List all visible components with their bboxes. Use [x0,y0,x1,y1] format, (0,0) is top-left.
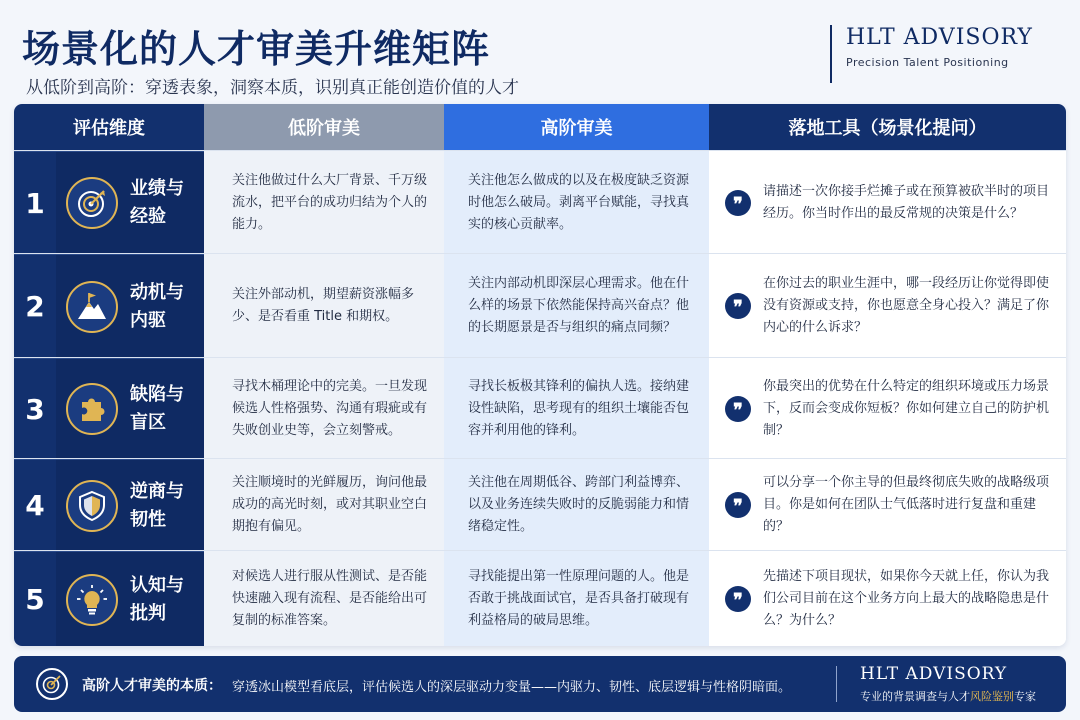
row-dimension [56,151,204,254]
low-aesthetic-cell: 关注顺境时的光鲜履历，询问他最成功的高光时刻，或对其职业空白期抱有偏见。 [204,459,444,551]
dimension-label: 动机与 内驱 [130,281,184,331]
high-aesthetic-cell: 关注内部动机即深层心理需求。他在什么样的场景下依然能保持高兴奋点？他的长期愿景是否与组织的痛点同频？ [444,254,709,358]
target-icon [36,668,68,700]
dimension-label: 逆商与 韧性 [130,480,184,530]
table-row [14,550,1066,646]
brand-block [830,25,1060,83]
row-dimension [56,551,204,646]
tool-cell [709,151,1066,254]
footer-divider [836,666,837,702]
table-row [14,458,1066,551]
tool-cell [709,358,1066,459]
tool-question: 请描述一次你接手烂摊子或在预算被砍半时的项目经历。你当时作出的最反常规的决策是什么？ [763,183,1050,221]
high-aesthetic-cell: 寻找能提出第一性原理问题的人。他是否敢于挑战面试官，是否具备打破现有利益格局的破局思维。 [444,551,709,646]
header-high: 高阶审美 [444,104,709,150]
dimension-label: 认知与 批判 [130,574,184,624]
tool-question: 可以分享一个你主导的但最终彻底失败的战略级项目。你是如何在团队士气低落时进行复盘和重建的？ [763,475,1050,534]
row-number: 1 [14,151,56,254]
quote-icon: ❞ [725,293,751,319]
header-tool: 落地工具（场景化提问） [709,104,1066,150]
footer-label: 高阶人才审美的本质： [82,678,222,694]
low-aesthetic-cell: 关注外部动机，期望薪资涨幅多少、是否看重 Title 和期权。 [204,254,444,358]
row-dimension [56,459,204,551]
tool-cell [709,551,1066,646]
footer-text: 穿透冰山模型看底层，评估候选人的深层驱动力变量——内驱力、韧性、底层逻辑与性格阴暗面。 [232,680,792,695]
quote-icon: ❞ [725,492,751,518]
row-number: 2 [14,254,56,358]
row-number: 3 [14,358,56,459]
brand-tagline: Precision Talent Positioning [846,56,1009,69]
puzzle-icon [66,383,118,435]
quote-icon: ❞ [725,396,751,422]
table-header [14,104,1066,150]
tool-cell [709,459,1066,551]
matrix-table [14,104,1066,646]
dimension-label: 业绩与 经验 [130,178,184,227]
row-number: 5 [14,551,56,646]
tool-question: 先描述下项目现状，如果你今天就上任，你认为我们公司目前在这个业务方向上最大的战略隐患是什么？为什么？ [763,569,1050,628]
row-number: 4 [14,459,56,551]
shield-icon [66,480,118,532]
footer-brand-name: HLT ADVISORY [860,664,1008,684]
table-row [14,357,1066,459]
low-aesthetic-cell: 寻找木桶理论中的完美。一旦发现候选人性格强势、沟通有瑕疵或有失败创业史等，会立刻警戒。 [204,358,444,459]
row-dimension [56,254,204,358]
dimension-label: 缺陷与 盲区 [130,384,184,433]
lightbulb-icon [66,574,118,626]
low-aesthetic-cell: 对候选人进行服从性测试、是否能快速融入现有流程、是否能给出可复制的标准答案。 [204,551,444,646]
table-row [14,253,1066,358]
header-dimension: 评估维度 [14,104,204,150]
brand-name: HLT ADVISORY [846,25,1033,50]
low-aesthetic-cell: 关注他做过什么大厂背景、千万级流水，把平台的成功归结为个人的能力。 [204,151,444,254]
page-title: 场景化的人才审美升维矩阵 [22,27,491,71]
page-subtitle: 从低阶到高阶：穿透表象，洞察本质，识别真正能创造价值的人才 [26,78,519,98]
quote-icon: ❞ [725,190,751,216]
row-dimension [56,358,204,459]
quote-icon: ❞ [725,586,751,612]
target-icon [66,177,118,229]
high-aesthetic-cell: 寻找长板极其锋利的偏执人选。接纳建设性缺陷，思考现有的组织土壤能否包容并利用他的锋利。 [444,358,709,459]
tool-question: 在你过去的职业生涯中，哪一段经历让你觉得即使没有资源或支持，你也愿意全身心投入？满足了你内心的什么诉求？ [763,276,1050,335]
footer-bar [14,656,1066,712]
tool-cell [709,254,1066,358]
mountain-flag-icon [66,281,118,333]
footer-tagline: 专业的背景调查与人才风险鉴别专家 [860,690,1036,703]
high-aesthetic-cell: 关注他怎么做成的以及在极度缺乏资源时他怎么破局。剥离平台赋能，寻找真实的核心贡献率。 [444,151,709,254]
high-aesthetic-cell: 关注他在周期低谷、跨部门利益博弈、以及业务连续失败时的反脆弱能力和情绪稳定性。 [444,459,709,551]
tool-question: 你最突出的优势在什么特定的组织环境或压力场景下，反而会变成你短板？你如何建立自己的防护机制？ [763,378,1050,438]
table-row [14,150,1066,254]
header-low: 低阶审美 [204,104,444,150]
